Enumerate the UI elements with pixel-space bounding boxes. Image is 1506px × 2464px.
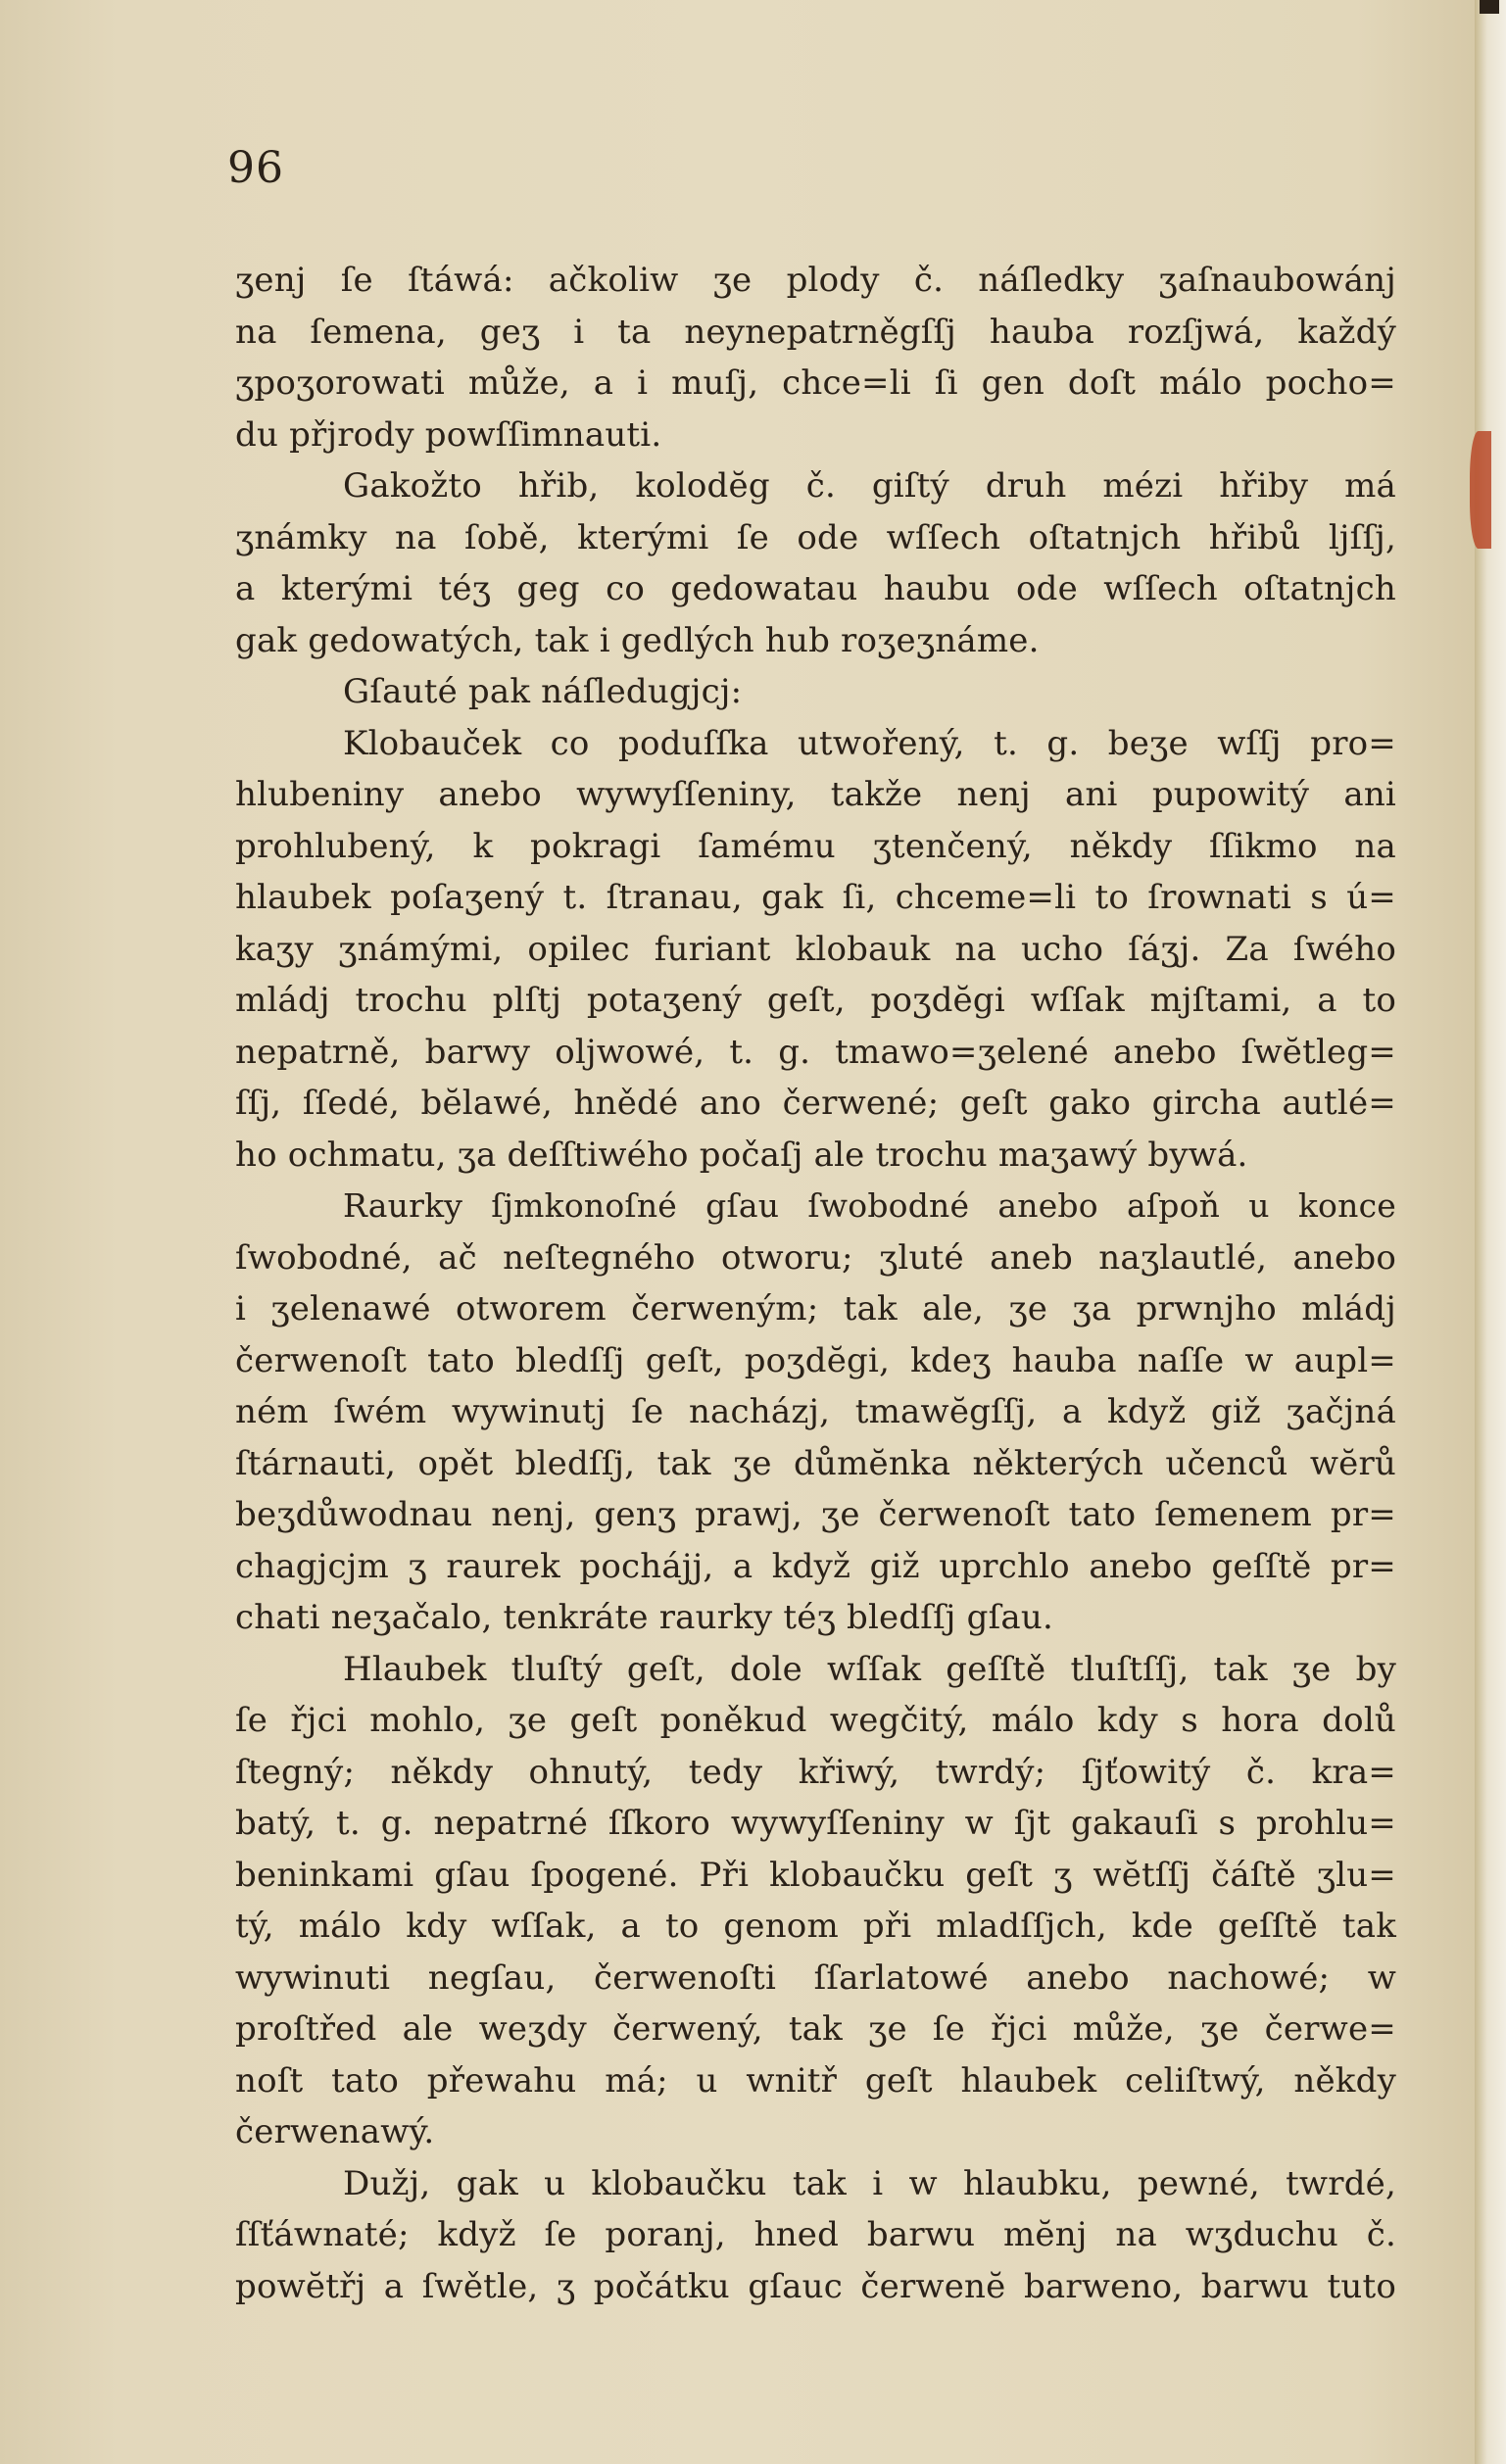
text-line: Hlaubek tluſtý geſt, dole wſſak geſſtě tluſtſſj, tak ʒe by <box>343 1649 1396 1689</box>
text-line: ném ſwém wywinutj ſe nacházj, tmawĕgſſj, a když giž ʒačjná <box>235 1392 1396 1431</box>
text-line: chagjcjm ʒ raurek pochájj, a když giž uprchlo anebo geſſtě pr= <box>235 1546 1396 1586</box>
text-line: hlaubek poſaʒený t. ſtranau, gak ſi, chceme=li to ſrownati s ú= <box>235 878 1396 917</box>
text-line: ſſj, ſſedé, bĕlawé, hnědé ano čerwené; geſt gako gircha autlé= <box>235 1084 1396 1123</box>
text-line: ʒenj ſe ſtáwá: ačkoliw ʒe plody č. náſledky ʒaſnaubowánj <box>235 261 1396 300</box>
text-line: na ſemena, geʒ i ta neynepatrněgſſj hauba rozſjwá, každý <box>235 312 1396 352</box>
text-line: batý, t. g. nepatrné ſſkoro wywyſſeniny w ſjt gakauſi s prohlu= <box>235 1804 1396 1843</box>
text-line: wywinuti negſau, čerwenoſti ſſarlatowé anebo nachowé; w <box>235 1957 1396 1998</box>
text-line: powĕtřj a ſwětle, ʒ počátku gſauc čerwenĕ barweno, barwu tuto <box>235 2266 1396 2306</box>
text-line: čerwenoſt tato bledſſj geſt, poʒdĕgi, kdeʒ hauba naſſe w aupl= <box>235 1340 1396 1380</box>
text-line: nepatrně, barwy oljwowé, t. g. tmawo=ʒelené anebo ſwĕtleg= <box>235 1032 1396 1072</box>
text-line: a kterými téʒ geg co gedowatau haubu ode wſſech oſtatnjch <box>235 569 1396 608</box>
text-line: beninkami gſau ſpogené. Při klobaučku geſt ʒ wĕtſſj čáſtě ʒlu= <box>235 1855 1396 1895</box>
text-line: tý, málo kdy wſſak, a to genom při mladſſjch, kde geſſtě tak <box>235 1907 1396 1946</box>
text-line: mládj trochu plſtj potaʒený geſt, poʒdĕgi wſſak mjſtami, a to <box>235 981 1396 1020</box>
text-line: ſtegný; někdy ohnutý, tedy křiwý, twrdý; ſjťowitý č. kra= <box>235 1752 1396 1792</box>
text-line: gak gedowatých, tak i gedlých hub roʒeʒnáme. <box>235 620 1040 660</box>
text-line: i ʒelenawé otworem čerweným; tak ale, ʒe ʒa prwnjho mládj <box>235 1289 1396 1329</box>
text-line: Raurky ſjmkonoſné gſau ſwobodné anebo aſpoň u konce <box>343 1186 1396 1225</box>
text-line: Gakožto hřib, kolodĕg č. giſtý druh mézi hřiby má <box>343 466 1396 506</box>
text-line: ſtárnauti, opět bledſſj, tak ʒe důmĕnka některých učenců wĕrů <box>235 1443 1396 1483</box>
text-line: Gſauté pak náſledugjcj: <box>343 672 743 711</box>
red-bookmark-edge <box>1470 431 1491 549</box>
text-line: kaʒy ʒnámými, opilec furiant klobauk na ucho ſáʒj. Za ſwého <box>235 929 1396 969</box>
text-line: čerwenawý. <box>235 2112 435 2151</box>
text-line: ſſťáwnaté; když ſe poranj, hned barwu mĕnj na wʒduchu č. <box>235 2215 1396 2254</box>
text-line: du přjrody powſſimnauti. <box>235 414 662 455</box>
text-line: ſwobodné, ač neſtegného otworu; ʒluté aneb naʒlautlé, anebo <box>235 1237 1396 1278</box>
body-text <box>235 255 1396 2312</box>
text-line: prohlubený, k pokragi ſamému ʒtenčený, někdy ſſikmo na <box>235 826 1396 866</box>
text-line: hlubeniny anebo wywyſſeniny, takže nenj ani pupowitý ani <box>235 775 1396 814</box>
text-line: beʒdůwodnau nenj, genʒ prawj, ʒe čerwenoſt tato ſemenem pr= <box>235 1495 1396 1534</box>
text-line: ʒnámky na ſobě, kterými ſe ode wſſech oſtatnjch hřibů ljſſj, <box>235 517 1396 557</box>
corner-mark <box>1480 0 1499 14</box>
text-line: noſt tato přewahu má; u wnitř geſt hlaubek celiſtwý, někdy <box>235 2060 1396 2101</box>
text-line: ſe řjci mohlo, ʒe geſt poněkud wegčitý, málo kdy s hora dolů <box>235 1701 1396 1740</box>
text-line: ʒpoʒorowati může, a i muſj, chce=li ſi gen doſt málo pocho= <box>235 363 1396 403</box>
text-line: chati neʒačalo, tenkráte raurky téʒ bledſſj gſau. <box>235 1598 1053 1637</box>
text-line: Dužj, gak u klobaučku tak i w hlaubku, pewné, twrdé, <box>343 2163 1396 2203</box>
text-line: proſtřed ale weʒdy čerwený, tak ʒe ſe řjci může, ʒe čerwe= <box>235 2009 1396 2049</box>
text-line: ho ochmatu, ʒa deſſtiwého počaſj ale trochu maʒawý bywá. <box>235 1135 1248 1175</box>
page-number: 96 <box>227 143 284 193</box>
text-line: Klobauček co poduſſka utwořený, t. g. beʒe wſſj pro= <box>343 723 1396 763</box>
page-edge <box>1475 0 1506 2464</box>
